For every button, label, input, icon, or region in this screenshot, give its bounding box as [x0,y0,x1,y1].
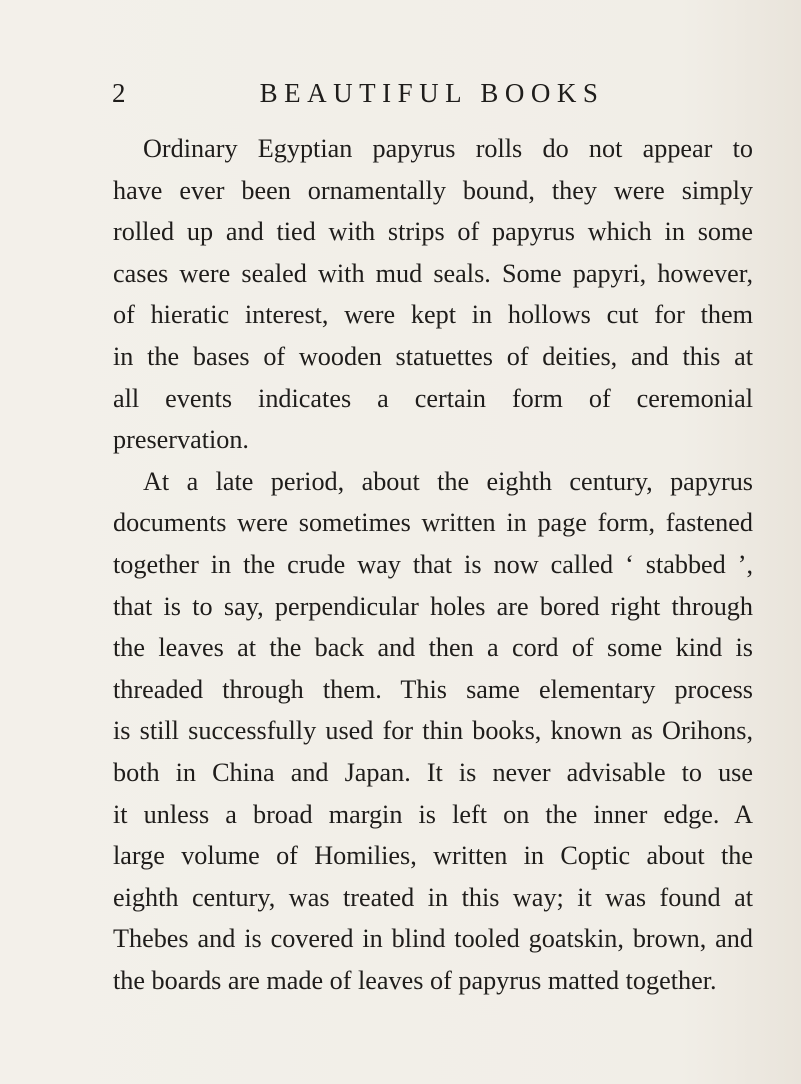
text-line: At a late period, about the eighth century, papyrus [143,466,753,496]
text-line: the leaves at the back and then a cord of some kind is [113,633,753,663]
text-line: that is to say, perpendicular holes are bored right through [113,591,753,621]
text-line: both in China and Japan. It is never advisable to use [113,757,753,787]
text-line: all events indicates a certain form of ceremonial [113,383,753,413]
text-line: together in the crude way that is now called ‘ stabbed ’, [113,549,753,579]
text-line: eighth century, was treated in this way; it was found at [113,882,753,912]
running-title: BEAUTIFUL BOOKS [259,78,605,108]
page-number: 2 [112,78,126,108]
text-line: preservation. [113,425,249,455]
text-line: the boards are made of leaves of papyrus matted together. [113,965,717,995]
body-text [113,128,753,1001]
text-line: large volume of Homilies, written in Coptic about the [113,841,753,871]
text-line: is still successfully used for thin books, known as Orihons, [113,716,753,746]
text-line: rolled up and tied with strips of papyrus which in some [113,217,753,247]
text-line: cases were sealed with mud seals. Some papyri, however, [113,258,753,288]
text-line: threaded through them. This same elementary process [113,674,753,704]
text-line: in the bases of wooden statuettes of deities, and this at [113,341,753,371]
text-line: Ordinary Egyptian papyrus rolls do not appear to [143,134,753,163]
text-line: documents were sometimes written in page form, fastened [113,508,753,538]
text-line: it unless a broad margin is left on the inner edge. A [113,799,753,829]
text-line: of hieratic interest, were kept in hollows cut for them [113,300,753,330]
text-line: have ever been ornamentally bound, they were simply [113,175,753,205]
text-line: Thebes and is covered in blind tooled goatskin, brown, and [113,924,753,954]
running-head [112,78,752,118]
